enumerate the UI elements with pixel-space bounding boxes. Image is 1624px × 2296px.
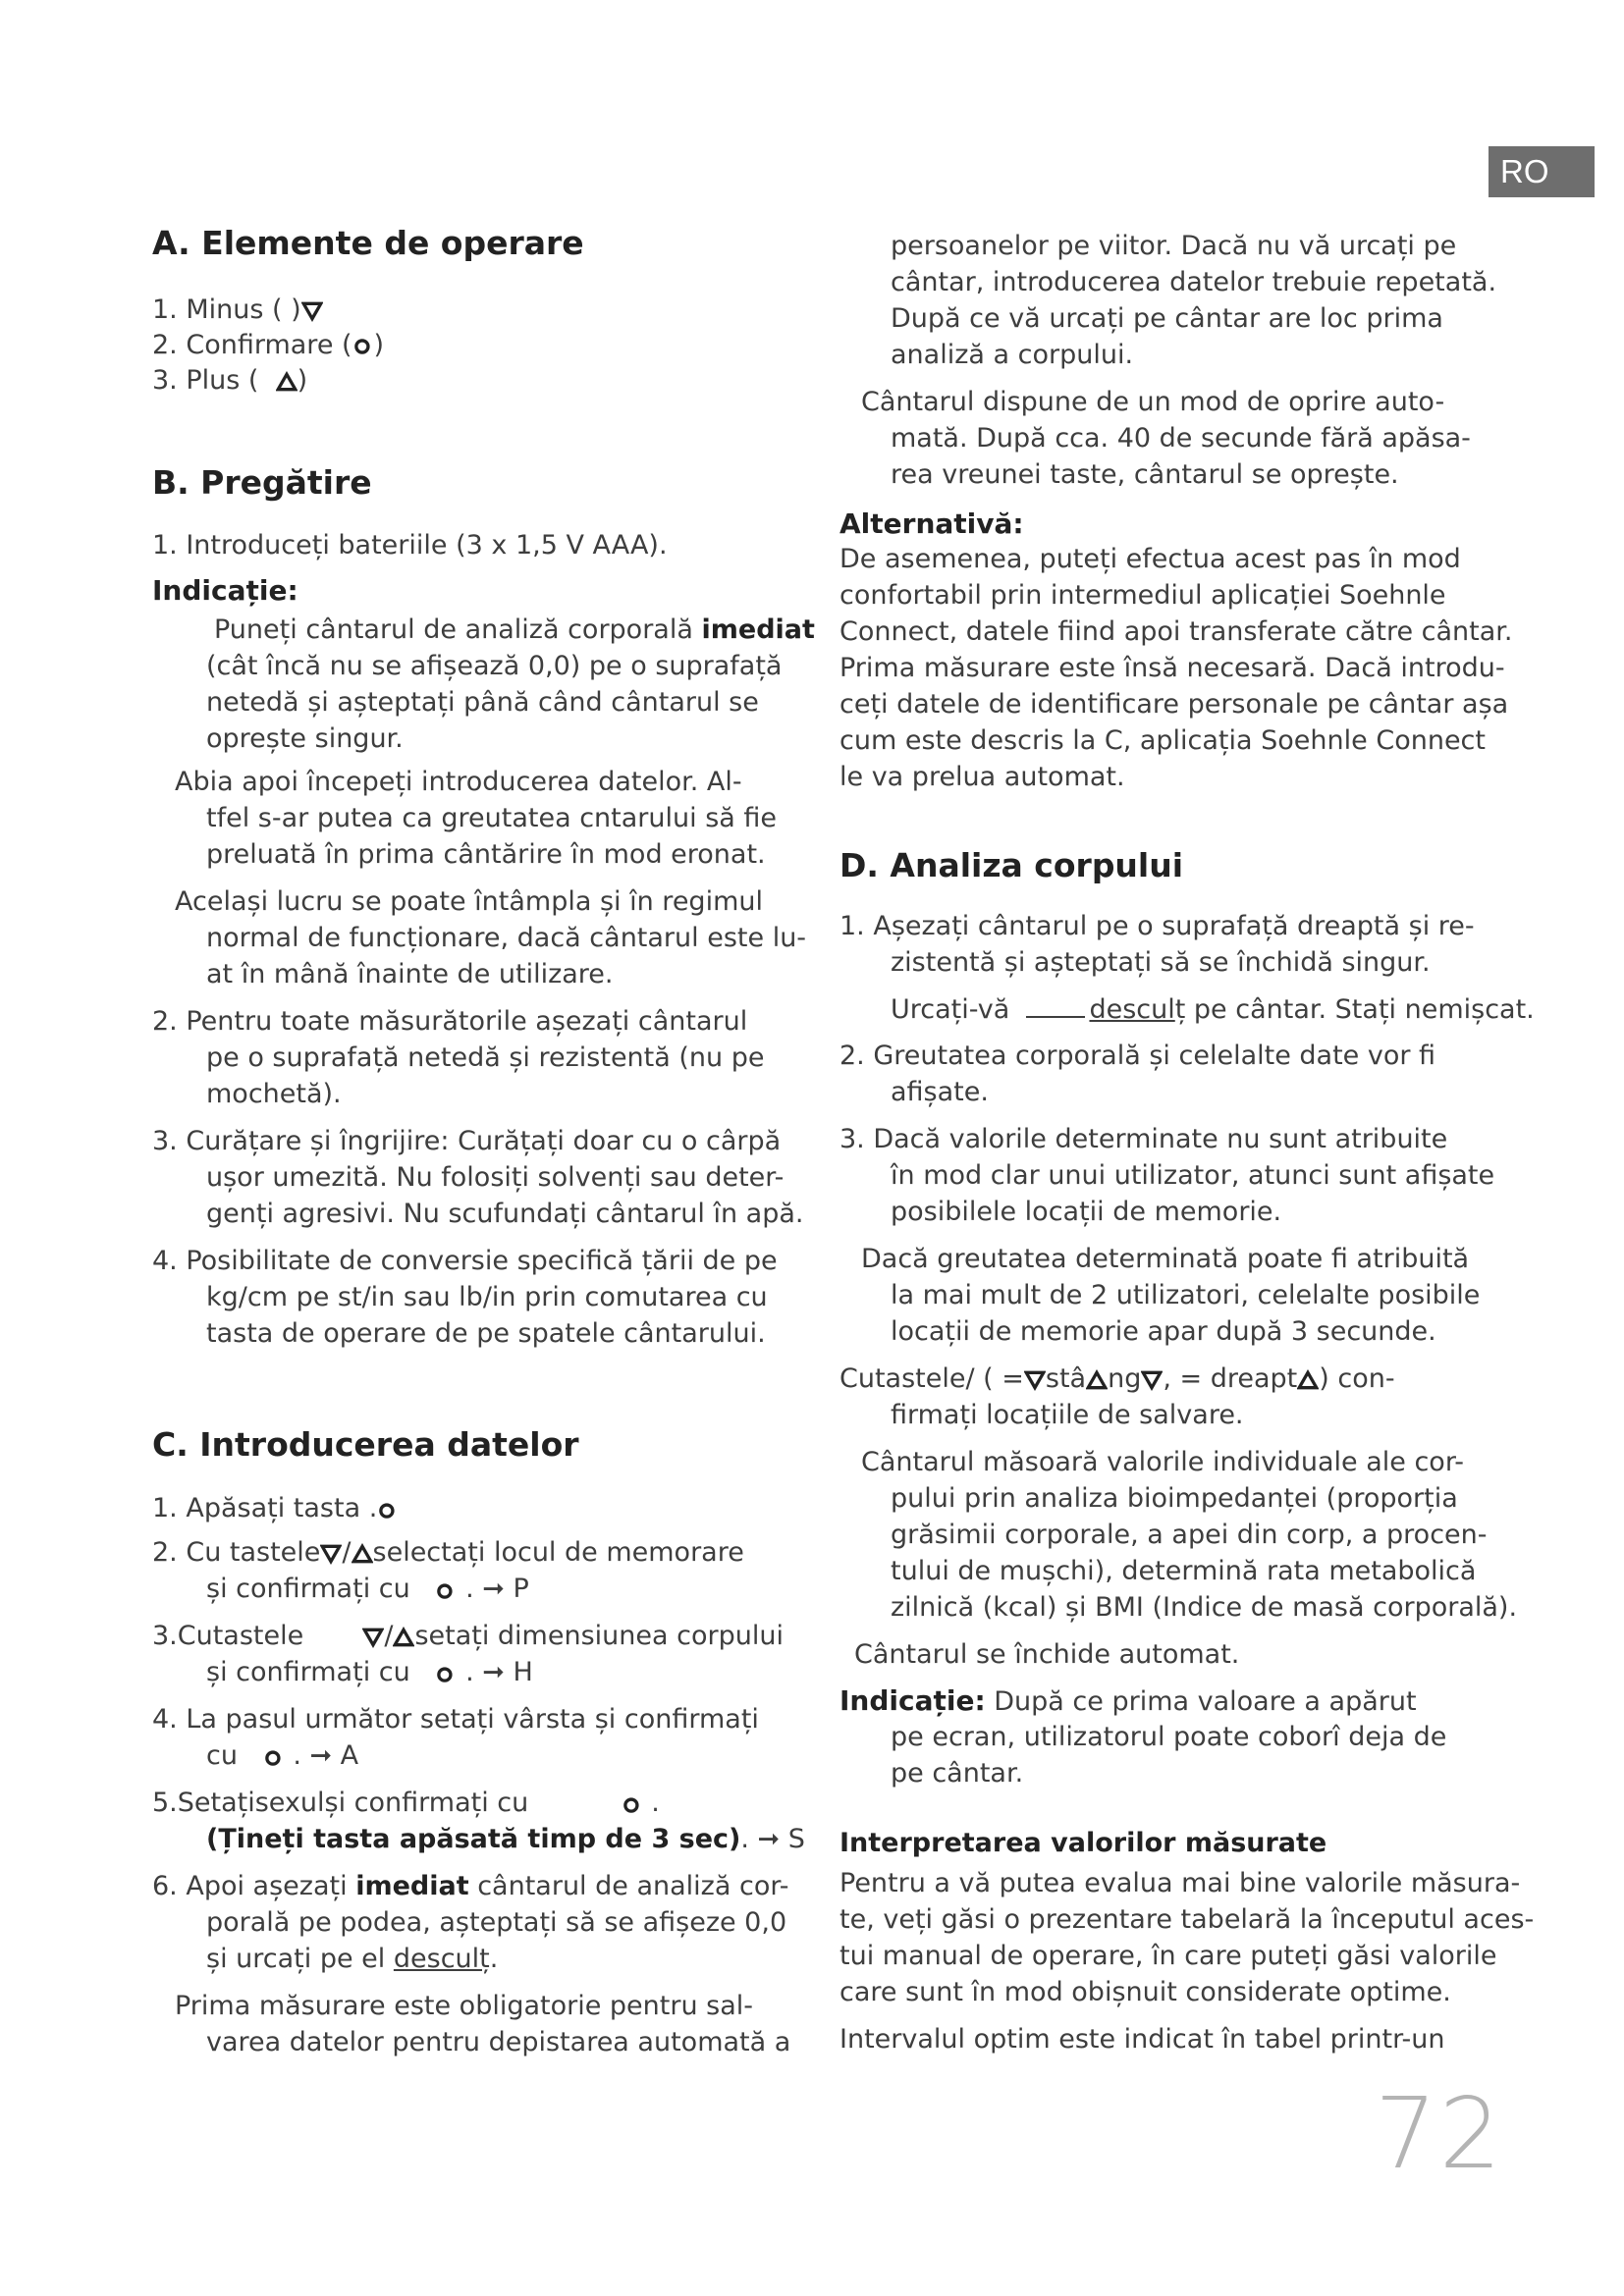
- interp-line-1: Pentru a vă putea evalua mai bine valorile măsura-: [839, 1868, 1521, 1898]
- d-item-1-line-1: 1. Așezați cântarul pe o suprafață dreaptă și re-: [839, 911, 1475, 941]
- dg-line-3: locații de memorie apar după 3 secunde.: [891, 1316, 1436, 1347]
- d-item-2-line-2: afișate.: [891, 1077, 989, 1107]
- d-item-1-line-2: zistentă și așteptați să se închidă singur.: [891, 947, 1431, 978]
- acelasi-line-2: normal de funcționare, dacă cântarul este lu-: [206, 923, 807, 953]
- c-item-4-line-2: cu . ➞ A: [206, 1740, 359, 1771]
- a-item-confirm: 2. Confirmare ( ): [152, 330, 385, 360]
- c-item-2-line-1: 2. Cu tastele / selectați locul de memorare: [152, 1537, 744, 1568]
- circle-icon: [377, 1499, 399, 1521]
- closes-automatically: Cântarul se închide automat.: [854, 1639, 1240, 1670]
- alt-line-6: cum este descris la C, aplicația Soehnle Connect: [839, 725, 1486, 756]
- alt-line-7: le va prelua automat.: [839, 762, 1125, 792]
- language-tab: RO: [1489, 146, 1595, 197]
- interpretation-title: Interpretarea valorilor măsurate: [839, 1828, 1327, 1858]
- right-p-line-3: După ce vă urcați pe cântar are loc prima: [891, 303, 1443, 334]
- b-item-1: 1. Introduceți bateriile (3 x 1,5 V AAA).: [152, 530, 668, 561]
- down-triangle-icon: [362, 1627, 384, 1648]
- a-item-plus: 3. Plus ( ): [152, 365, 308, 396]
- d-item-2-line-1: 2. Greutatea corporală și celelalte date vor fi: [839, 1041, 1436, 1071]
- right-p-line-2: cântar, introducerea datelor trebuie repetată.: [891, 267, 1497, 297]
- d-item-3-line-1: 3. Dacă valorile determinate nu sunt atribuite: [839, 1124, 1448, 1154]
- alt-line-1: De asemenea, puteți efectua acest pas în mod: [839, 544, 1461, 574]
- interp-line-2: te, veți găsi o prezentare tabelară la începutul aces-: [839, 1904, 1535, 1935]
- section-b-title: B. Pregătire: [152, 463, 372, 502]
- alt-line-5: ceți datele de identificare personale pe cântar așa: [839, 689, 1509, 720]
- cm-line-4: tului de mușchi), determină rata metabolică: [891, 1556, 1477, 1586]
- right-q-line-2: mată. După cca. 40 de secunde fără apăsa-: [891, 423, 1471, 454]
- d-item-3-line-2: în mod clar unui utilizator, atunci sunt afișate: [891, 1160, 1495, 1191]
- section-c-title: C. Introducerea datelor: [152, 1425, 579, 1464]
- section-a-title: A. Elemente de operare: [152, 224, 584, 262]
- cutastele-line-1: Cutastele/ ( = stâ ng , = dreapt ) con-: [839, 1363, 1395, 1394]
- c-item-2-line-2: și confirmați cu . ➞ P: [206, 1574, 529, 1604]
- cm-line-1: Cântarul măsoară valorile individuale ale cor-: [861, 1447, 1464, 1477]
- circle-icon: [263, 1746, 285, 1768]
- right-p-line-1: persoanelor pe viitor. Dacă nu vă urcați pe: [891, 231, 1457, 261]
- alt-line-2: confortabil prin intermediul aplicației Soehnle: [839, 580, 1446, 611]
- abia-line-1: Abia apoi începeți introducerea datelor. Al-: [175, 767, 742, 797]
- dg-line-1: Dacă greutatea determinată poate fi atribuită: [861, 1244, 1470, 1274]
- b-item-4-line-3: tasta de operare de pe spatele cântarului.: [206, 1318, 766, 1349]
- d-item-1-line-3: Urcați-vă desculț pe cântar. Stați nemișcat.: [891, 994, 1535, 1025]
- circle-icon: [352, 336, 374, 357]
- b-item-2-line-2: pe o suprafață netedă și rezistentă (nu pe: [206, 1042, 765, 1073]
- abia-line-2: tfel s-ar putea ca greutatea cntarului să fie: [206, 803, 778, 833]
- page-number: 72: [1375, 2076, 1504, 2191]
- c-item-6-line-3: și urcați pe el desculț.: [206, 1944, 499, 1974]
- acelasi-line-3: at în mână înainte de utilizare.: [206, 959, 614, 989]
- down-triangle-icon: [320, 1543, 342, 1565]
- down-triangle-icon: [1141, 1369, 1163, 1391]
- interp-line-4: care sunt în mod obișnuit considerate optime.: [839, 1977, 1451, 2007]
- c-item-3-line-2: și confirmați cu . ➞ H: [206, 1657, 533, 1687]
- right-p-line-4: analiză a corpului.: [891, 340, 1134, 370]
- c-item-6-line-1: 6. Apoi așezați imediat cântarul de analiză cor-: [152, 1871, 789, 1901]
- c-item-4-line-1: 4. La pasul următor setați vârsta și confirmați: [152, 1704, 759, 1735]
- c-item-5-line-2: (Țineți tasta apăsată timp de 3 sec). ➞ S: [206, 1824, 805, 1854]
- abia-line-3: preluată în prima cântărire în mod eronat.: [206, 839, 766, 870]
- indicatie-2-line-1: Indicație: După ce prima valoare a apărut: [839, 1684, 1417, 1717]
- c-item-3-line-1: 3.Cutastele / setați dimensiunea corpului: [152, 1621, 784, 1651]
- c-item-1: 1. Apăsați tasta .: [152, 1490, 399, 1526]
- cutastele-line-2: firmați locațiile de salvare.: [891, 1400, 1244, 1430]
- indicatie-2-line-2: pe ecran, utilizatorul poate coborî deja de: [891, 1722, 1447, 1752]
- b-item-3-line-2: ușor umezită. Nu folosiți solvenți sau deter-: [206, 1162, 785, 1193]
- circle-icon: [622, 1793, 643, 1815]
- up-triangle-icon: [276, 371, 298, 393]
- indicatie-line-4: oprește singur.: [206, 723, 404, 754]
- alternativa-label: Alternativă:: [839, 507, 1024, 540]
- acelasi-line-1: Același lucru se poate întâmpla și în regimul: [175, 886, 763, 917]
- prima-line-1: Prima măsurare este obligatorie pentru sal-: [175, 1991, 754, 2021]
- section-d-title: D. Analiza corpului: [839, 846, 1184, 884]
- right-q-line-3: rea vreunei taste, cântarul se oprește.: [891, 459, 1399, 490]
- c-item-5-line-1: 5.Setațisexulși confirmați cu .: [152, 1788, 660, 1818]
- indicatie-line-3: netedă și așteptați până când cântarul se: [206, 687, 759, 718]
- c-item-6-line-2: porală pe podea, așteptați să se afișeze 0,0: [206, 1907, 787, 1938]
- indicatie-label: Indicație:: [152, 574, 298, 607]
- up-triangle-icon: [393, 1627, 414, 1648]
- b-item-4-line-1: 4. Posibilitate de conversie specifică țării de pe: [152, 1246, 778, 1276]
- circle-icon: [435, 1579, 457, 1601]
- cm-line-5: zilnică (kcal) și BMI (Indice de masă corporală).: [891, 1592, 1518, 1623]
- interp-line-3: tui manual de operare, în care puteți găsi valorile: [839, 1941, 1497, 1971]
- down-triangle-icon: [301, 300, 323, 322]
- dg-line-2: la mai mult de 2 utilizatori, celelalte posibile: [891, 1280, 1481, 1310]
- b-item-4-line-2: kg/cm pe st/in sau lb/in prin comutarea cu: [206, 1282, 768, 1312]
- alt-line-3: Connect, datele fiind apoi transferate către cântar.: [839, 616, 1513, 647]
- right-q-line-1: Cântarul dispune de un mod de oprire auto-: [861, 387, 1445, 417]
- b-item-2-line-1: 2. Pentru toate măsurătorile așezați cântarul: [152, 1006, 748, 1037]
- indicatie-2-line-3: pe cântar.: [891, 1758, 1024, 1789]
- a-item-minus: 1. Minus ( ): [152, 292, 323, 328]
- circle-icon: [435, 1663, 457, 1684]
- up-triangle-icon: [1086, 1369, 1108, 1391]
- down-triangle-icon: [1024, 1369, 1046, 1391]
- up-triangle-icon: [352, 1543, 373, 1565]
- prima-line-2: varea datelor pentru depistarea automată a: [206, 2027, 791, 2057]
- alt-line-4: Prima măsurare este însă necesară. Dacă introdu-: [839, 653, 1505, 683]
- b-item-3-line-3: genți agresivi. Nu scufundați cântarul în apă.: [206, 1199, 804, 1229]
- up-triangle-icon: [1297, 1369, 1319, 1391]
- d-item-3-line-3: posibilele locații de memorie.: [891, 1197, 1282, 1227]
- cm-line-3: grăsimii corporale, a apei din corp, a procen-: [891, 1520, 1488, 1550]
- b-item-3-line-1: 3. Curățare și îngrijire: Curățați doar cu o cârpă: [152, 1126, 782, 1156]
- indicatie-line-1: Puneți cântarul de analiză corporală imediat: [214, 614, 815, 645]
- interval-line-1: Intervalul optim este indicat în tabel printr-un: [839, 2024, 1445, 2055]
- b-item-2-line-3: mochetă).: [206, 1079, 342, 1109]
- cm-line-2: pului prin analiza bioimpedanței (proporția: [891, 1483, 1458, 1514]
- indicatie-line-2: (cât încă nu se afișează 0,0) pe o suprafață: [206, 651, 783, 681]
